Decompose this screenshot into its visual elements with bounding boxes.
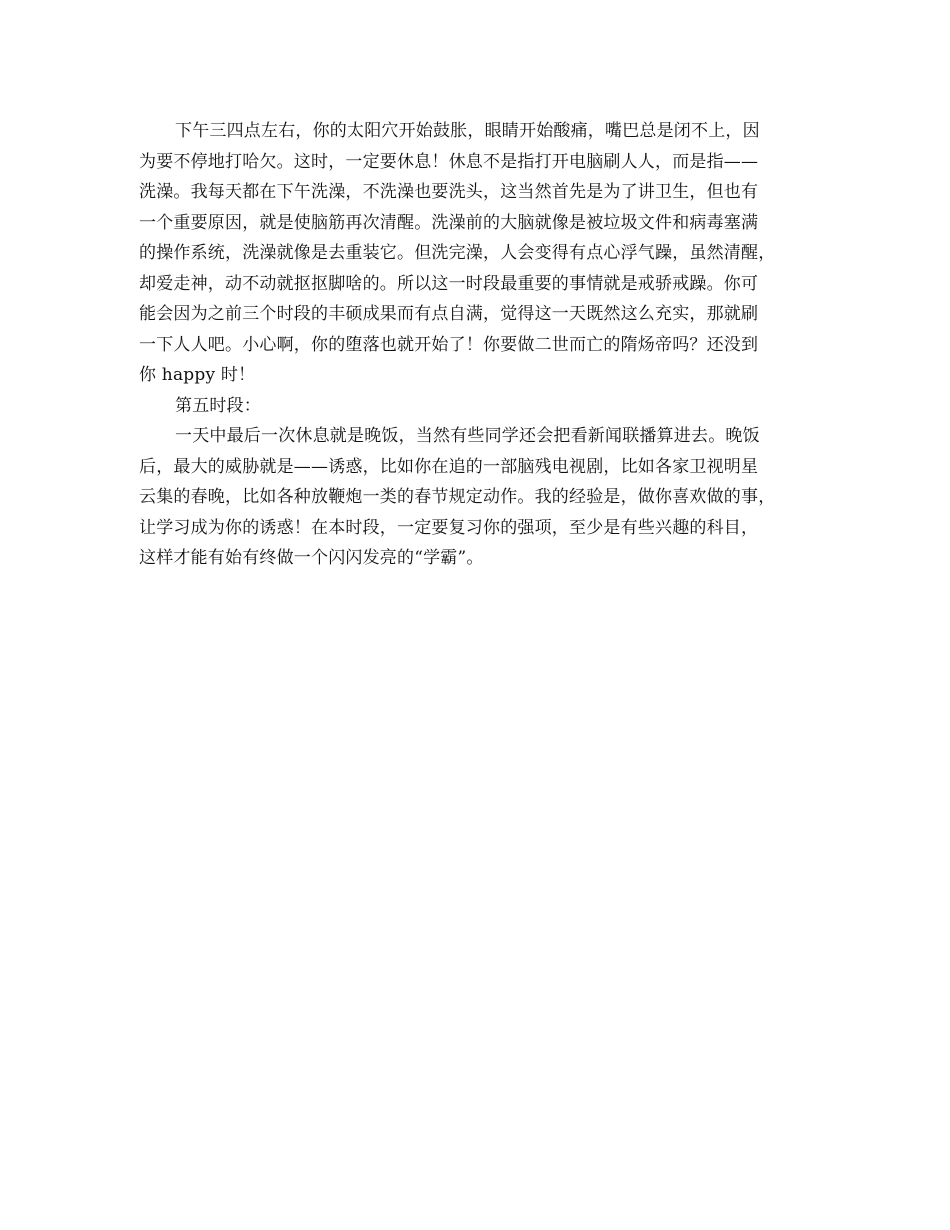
text-line: 这样才能有始有终做一个闪闪发亮的“学霸”。	[139, 548, 484, 568]
text-line: 一个重要原因，就是使脑筋再次清醒。洗澡前的大脑就像是被垃圾文件和病毒塞满	[139, 212, 759, 233]
text-line: 的操作系统，洗澡就像是去重装它。但洗完澡，人会变得有点心浮气躁，虽然清醒，	[139, 243, 776, 263]
text-line: 洗澡。我每天都在下午洗澡，不洗澡也要洗头，这当然首先是为了讲卫生，但也有	[139, 182, 759, 202]
text-line: 却爱走神，动不动就抠抠脚啥的。所以这一时段最重要的事情就是戒骄戒躁。你可	[139, 273, 759, 294]
document-body	[139, 116, 815, 574]
text-line: 一天中最后一次休息就是晚饭，当然有些同学还会把看新闻联播算进去。晚饭	[175, 426, 760, 446]
text-line: 一下人人吧。小心啊，你的堕落也就开始了！你要做二世而亡的隋炀帝吗？还没到	[139, 334, 759, 355]
text-line: 能会因为之前三个时段的丰硕成果而有点自满，觉得这一天既然这么充实，那就刷	[139, 304, 759, 324]
paragraph-evening	[139, 421, 815, 574]
text-line: 下午三四点左右，你的太阳穴开始鼓胀，眼睛开始酸痛，嘴巴总是闭不上，因	[175, 121, 760, 141]
text-line: 为要不停地打哈欠。这时，一定要休息！休息不是指打开电脑刷人人，而是指——	[139, 151, 759, 172]
text-line: 云集的春晚，比如各种放鞭炮一类的春节规定动作。我的经验是，做你喜欢做的事，	[139, 487, 776, 507]
text-line: 让学习成为你的诱惑！在本时段，一定要复习你的强项，至少是有些兴趣的科目，	[139, 517, 759, 538]
section-heading-period-5: 第五时段：	[175, 395, 261, 416]
paragraph-afternoon-break	[139, 116, 815, 391]
text-line: 后，最大的威胁就是——诱惑，比如你在追的一部脑残电视剧，比如各家卫视明星	[139, 456, 759, 477]
text-line: 你 happy 时！	[139, 365, 256, 385]
